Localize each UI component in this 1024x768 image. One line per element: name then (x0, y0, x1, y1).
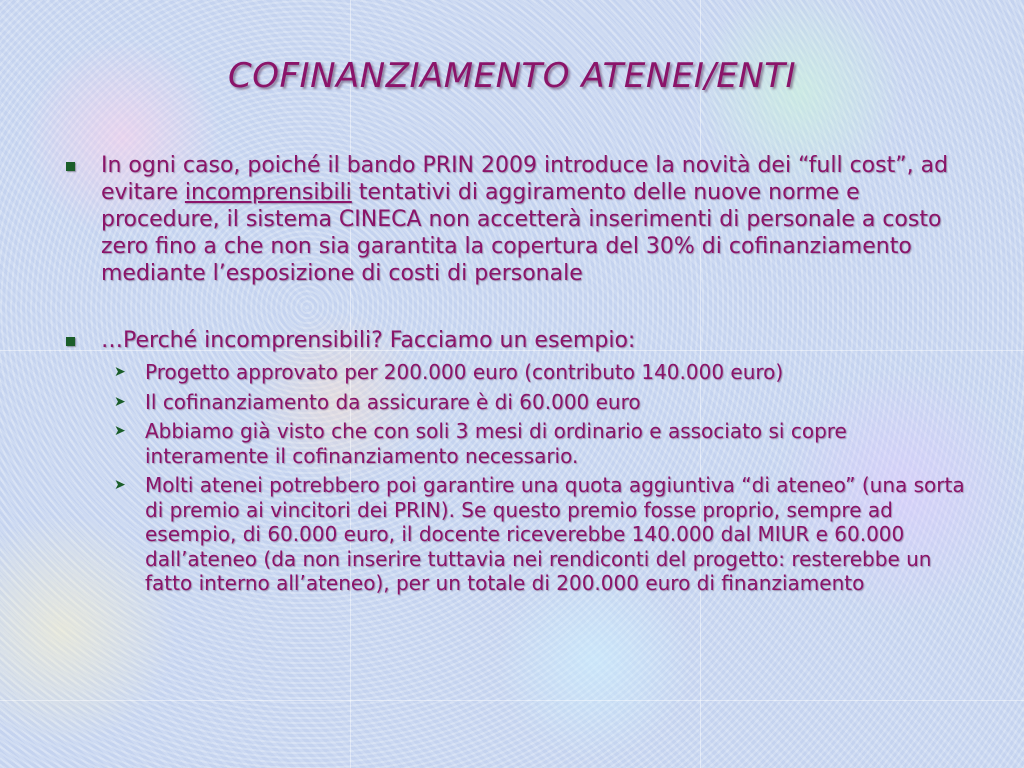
background-tile-line (0, 700, 1024, 701)
bullet-text-underlined: incomprensibili (184, 180, 352, 205)
sub-bullet-item (62, 390, 974, 415)
bullet-text-post: tentativi di aggiramento delle nuove norme e procedure, il sistema CINECA non accetterà inserimenti di personale a costo zero fino a che non sia garantita la copertura del 30% di cofinanziamento mediante l’esposizione di costi di personale (101, 180, 942, 286)
sub-bullet-text: Abbiamo già visto che con soli 3 mesi di ordinario e associato si copre interamente il cofinanziamento necessario. (145, 419, 847, 468)
sub-bullet-item (62, 473, 974, 596)
sub-bullet-text: Molti atenei potrebbero poi garantire una quota aggiuntiva “di ateneo” (una sorta di premio ai vincitori dei PRIN). Se questo premio fosse proprio, sempre ad esempio, di 60.000 euro, il docente riceverebbe 140.000 dal MIUR e 60.000 dall’ateneo (da non inserire tuttavia nei rendiconti del progetto: resterebbe un fatto interno all’ateneo), per un totale di 200.000 euro di finanziamento (145, 473, 965, 595)
sub-bullet-list (62, 360, 974, 596)
arrow-bullet-icon: ➤ (114, 423, 126, 439)
sub-bullet-text: Il cofinanziamento da assicurare è di 60.000 euro (145, 389, 641, 414)
sub-bullet-item (62, 360, 974, 385)
sub-bullet-text: Progetto approvato per 200.000 euro (contributo 140.000 euro) (145, 360, 784, 384)
square-bullet-icon (66, 337, 75, 346)
bullet-example (62, 327, 974, 354)
arrow-bullet-icon: ➤ (114, 393, 126, 410)
bullet-text: …Perché incomprensibili? Facciamo un esempio: (101, 328, 636, 353)
slide-body (62, 152, 974, 601)
arrow-bullet-icon: ➤ (114, 364, 126, 380)
slide-title: COFINANZIAMENTO ATENEI/ENTI (227, 56, 797, 96)
sub-bullet-item (62, 419, 974, 468)
bullet-full-cost (62, 152, 974, 287)
bullet-text-pre: In ogni caso, poiché il bando PRIN 2009 introduce la novità dei “full cost”, ad evitare (101, 153, 949, 205)
arrow-bullet-icon: ➤ (114, 477, 126, 493)
square-bullet-icon (66, 162, 75, 171)
